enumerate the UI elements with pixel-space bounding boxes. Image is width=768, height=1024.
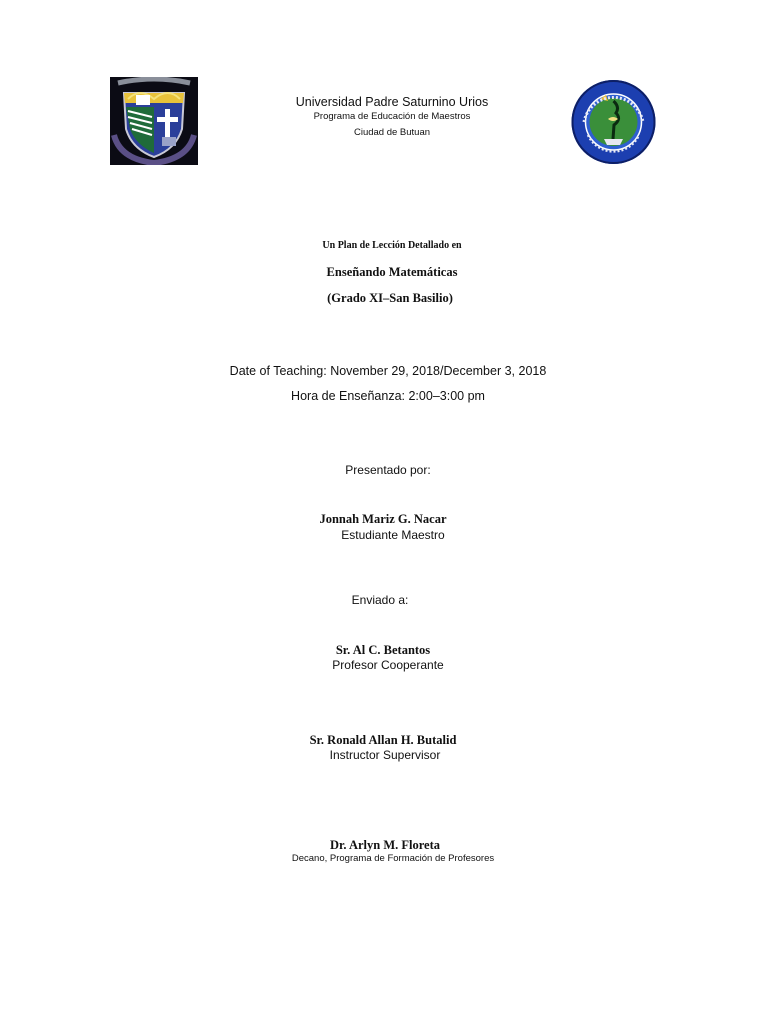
city-name: Ciudad de Butuan [353,127,431,138]
cooperating-teacher-role: Profesor Cooperante [332,658,444,672]
sent-to-label: Enviado a: [351,593,409,607]
university-crest-icon [110,77,198,165]
student-role: Estudiante Maestro [341,528,445,542]
cooperating-teacher-name: Sr. Al C. Betantos [335,643,431,657]
student-name: Jonnah Mariz G. Nacar [319,512,447,526]
plan-subject: Enseñando Matemáticas [326,265,458,279]
supervisor-name: Sr. Ronald Allan H. Butalid [309,733,457,747]
dean-role: Decano, Programa de Formación de Profesores [291,853,495,864]
teacher-education-seal-icon [570,79,657,165]
university-name: Universidad Padre Saturnino Urios [295,95,489,109]
teaching-hour: Hora de Enseñanza: 2:00–3:00 pm [291,389,485,403]
dean-name: Dr. Arlyn M. Floreta [329,838,441,852]
presented-by-label: Presentado por: [345,463,431,477]
plan-grade: (Grado XI–San Basilio) [327,291,453,305]
program-name: Programa de Educación de Maestros [313,111,471,122]
teaching-date: Date of Teaching: November 29, 2018/December 3, 2018 [229,364,547,378]
supervisor-role: Instructor Supervisor [329,748,441,762]
plan-intro: Un Plan de Lección Detallado en [322,240,462,251]
